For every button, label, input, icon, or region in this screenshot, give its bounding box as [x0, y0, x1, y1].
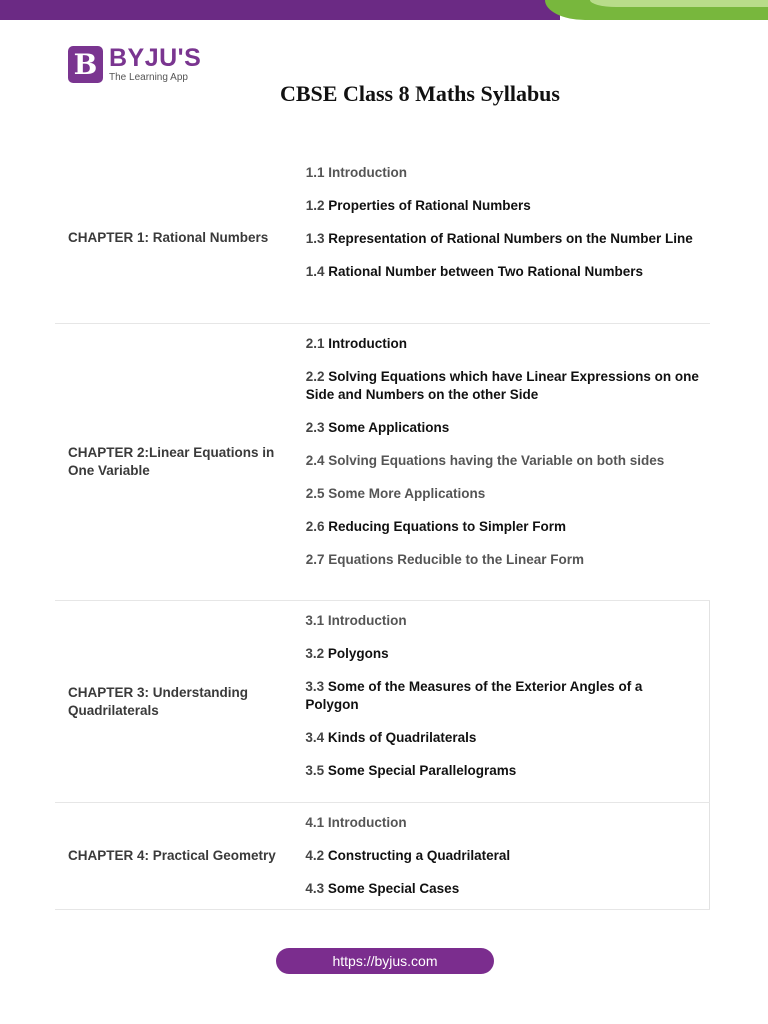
topic-number: 2.6: [305, 519, 325, 534]
topic-number: 2.4: [305, 453, 325, 468]
topic-text: Constructing a Quadrilateral: [327, 848, 511, 863]
topic-item: [306, 197, 700, 215]
topic-item: [305, 814, 699, 832]
logo-wordmark: BYJU'S: [109, 44, 202, 72]
topic-item: [306, 263, 700, 281]
topic-item: [305, 645, 699, 663]
topic-number: 3.5: [305, 763, 325, 778]
syllabus-table: [55, 153, 710, 910]
band-light-green-stripe: [590, 0, 768, 7]
chapter-row: [55, 803, 710, 910]
topic-number: 4.2: [305, 848, 325, 863]
topic-item: [306, 518, 700, 536]
topic-item: [306, 419, 700, 437]
footer-url-link[interactable]: https://byjus.com: [276, 948, 494, 974]
chapter-title-cell: [55, 803, 296, 909]
chapter-title: CHAPTER 4: Practical Geometry: [68, 848, 276, 863]
topic-text: Some Applications: [328, 420, 450, 435]
topic-number: 2.1: [305, 336, 325, 351]
topic-item: [306, 485, 700, 503]
topic-number: 1.2: [305, 198, 325, 213]
topic-item: [306, 335, 700, 353]
chapter-title: CHAPTER 1: Rational Numbers: [68, 230, 269, 245]
chapter-title-cell: [55, 601, 296, 802]
byjus-logo: [68, 46, 208, 86]
logo-tagline: The Learning App: [109, 72, 188, 83]
topic-text: Solving Equations having the Variable on both sides: [328, 453, 665, 468]
topic-list: [297, 324, 710, 600]
topic-text: Properties of Rational Numbers: [328, 198, 531, 213]
topic-text: Rational Number between Two Rational Numbers: [328, 264, 644, 279]
page-title: CBSE Class 8 Maths Syllabus: [280, 81, 560, 106]
topic-number: 3.4: [305, 730, 325, 745]
topic-number: 4.1: [305, 815, 325, 830]
topic-text: Kinds of Quadrilaterals: [327, 730, 477, 745]
topic-number: 3.2: [305, 646, 325, 661]
topic-item: [306, 164, 700, 182]
topic-list: [296, 803, 710, 909]
topic-item: [305, 678, 699, 714]
topic-list: [297, 153, 710, 323]
chapter-title-cell: [55, 153, 297, 323]
topic-number: 4.3: [305, 881, 325, 896]
chapter-row: [55, 601, 710, 803]
topic-item: [305, 880, 699, 898]
topic-number: 3.3: [305, 679, 325, 694]
topic-number: 2.2: [305, 369, 325, 384]
topic-text: Polygons: [327, 646, 389, 661]
topic-text: Some of the Measures of the Exterior Angles of a Polygon: [305, 679, 643, 712]
topic-text: Some More Applications: [328, 486, 486, 501]
band-purple-stripe: [0, 0, 560, 20]
topic-number: 1.1: [305, 165, 325, 180]
topic-number: 1.3: [305, 231, 325, 246]
topic-item: [306, 230, 700, 248]
top-decorative-band: [0, 0, 768, 20]
topic-item: [306, 368, 700, 404]
topic-list: [296, 601, 710, 802]
topic-text: Equations Reducible to the Linear Form: [328, 552, 585, 567]
topic-number: 2.5: [305, 486, 325, 501]
topic-number: 3.1: [305, 613, 325, 628]
topic-text: Introduction: [327, 613, 407, 628]
chapter-title-cell: [55, 324, 297, 600]
topic-item: [306, 452, 700, 470]
topic-text: Reducing Equations to Simpler Form: [328, 519, 567, 534]
topic-number: 1.4: [305, 264, 325, 279]
topic-item: [305, 762, 699, 780]
topic-text: Introduction: [328, 336, 407, 351]
chapter-title: CHAPTER 3: Understanding Quadrilaterals: [68, 684, 249, 718]
topic-number: 2.3: [305, 420, 325, 435]
topic-text: Introduction: [327, 815, 407, 830]
topic-item: [305, 847, 699, 865]
topic-text: Some Special Parallelograms: [327, 763, 517, 778]
topic-text: Some Special Cases: [327, 881, 460, 896]
logo-mark-icon: B: [68, 46, 103, 83]
topic-text: Introduction: [328, 165, 407, 180]
chapter-title: CHAPTER 2:Linear Equations in One Variable: [68, 445, 275, 478]
topic-item: [305, 612, 699, 630]
topic-text: Representation of Rational Numbers on the Number Line: [328, 231, 693, 246]
topic-text: Solving Equations which have Linear Expressions on one Side and Numbers on the other Side: [305, 369, 699, 402]
topic-item: [306, 551, 700, 569]
topic-item: [305, 729, 699, 747]
chapter-row: [55, 324, 710, 601]
topic-number: 2.7: [305, 552, 325, 567]
chapter-row: [55, 153, 710, 324]
